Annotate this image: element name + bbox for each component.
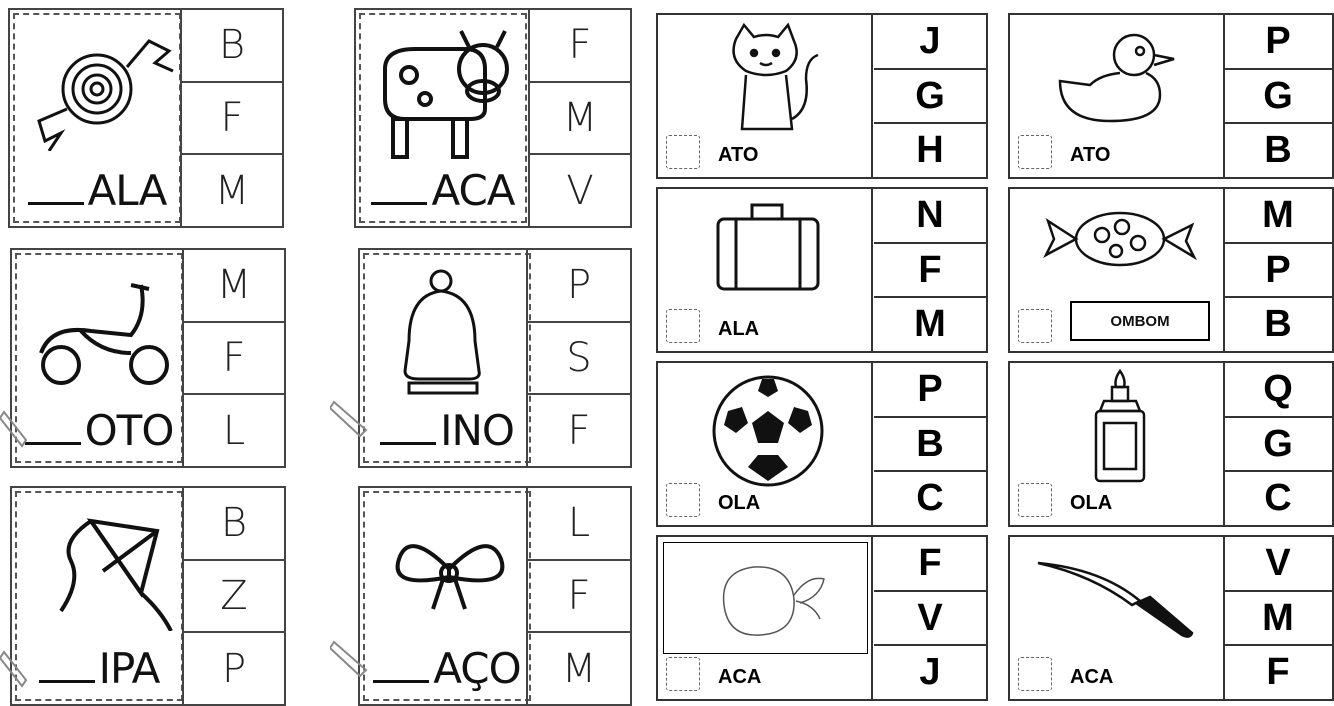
- letter-option[interactable]: Z: [184, 561, 284, 634]
- letter-option[interactable]: C: [1264, 477, 1292, 520]
- letter-column: [874, 189, 986, 351]
- answer-box[interactable]: [1018, 135, 1052, 169]
- letter-option[interactable]: V: [874, 592, 986, 647]
- letter-column: [526, 250, 630, 466]
- word-label: AÇO: [365, 644, 529, 693]
- letter-option[interactable]: G: [1224, 418, 1332, 473]
- thin-card-5: [10, 486, 286, 706]
- letter-column: [180, 10, 282, 226]
- word-label: ACA: [718, 666, 762, 688]
- letter-option[interactable]: V: [1224, 537, 1332, 592]
- letter-column: [526, 488, 630, 704]
- letter-option[interactable]: J: [919, 651, 941, 694]
- letter-option[interactable]: M: [184, 250, 284, 323]
- pencil-icon: [330, 640, 370, 680]
- picture-area: [363, 253, 531, 463]
- letter-option[interactable]: F: [1266, 651, 1290, 694]
- letter-column: [1224, 537, 1332, 699]
- bold-card-4: [1008, 187, 1334, 353]
- pencil-icon: [330, 400, 370, 440]
- letter-option[interactable]: P: [221, 645, 247, 692]
- answer-box[interactable]: [1018, 309, 1052, 343]
- letter-option[interactable]: J: [874, 15, 986, 70]
- letter-option[interactable]: H: [916, 129, 944, 172]
- letter-option[interactable]: B: [1264, 303, 1292, 346]
- letter-option[interactable]: Q: [1224, 363, 1332, 418]
- kite-icon: [21, 501, 181, 631]
- thin-card-4: [358, 248, 632, 468]
- letter-option[interactable]: F: [530, 10, 630, 83]
- thin-card-1: [8, 8, 284, 228]
- letter-column: [874, 537, 986, 699]
- picture-area: [658, 189, 873, 351]
- letter-option[interactable]: M: [914, 303, 946, 346]
- letter-column: [1224, 363, 1332, 525]
- glue-icon: [1080, 367, 1160, 487]
- candy-icon: [19, 21, 179, 151]
- suitcase-icon: [708, 199, 828, 309]
- word-label: INO: [365, 406, 529, 455]
- knife-icon: [1032, 555, 1202, 645]
- bold-card-6: [1008, 361, 1334, 527]
- picture-area: [658, 363, 873, 525]
- letter-option[interactable]: F: [567, 407, 591, 454]
- picture-area: [658, 537, 873, 699]
- picture-area: [359, 13, 527, 223]
- word-label: ATO: [1070, 144, 1111, 166]
- answer-box[interactable]: [666, 135, 700, 169]
- picture-area: [1010, 363, 1225, 525]
- letter-option[interactable]: M: [561, 645, 597, 692]
- letter-column: [1224, 189, 1332, 351]
- bow-icon: [369, 509, 529, 639]
- word-label: ACA: [361, 166, 525, 215]
- letter-column: [182, 250, 284, 466]
- duck-icon: [1050, 25, 1180, 135]
- cow-icon: [365, 19, 525, 159]
- photo-frame: [663, 542, 868, 654]
- letter-option[interactable]: G: [1224, 70, 1332, 125]
- bold-card-7: [656, 535, 988, 701]
- letter-option[interactable]: M: [1224, 592, 1332, 647]
- letter-option[interactable]: P: [528, 250, 630, 323]
- letter-option[interactable]: F: [874, 244, 986, 299]
- word-label: OLA: [718, 492, 761, 514]
- letter-column: [1224, 15, 1332, 177]
- word-label: ALA: [718, 318, 760, 340]
- pencil-icon: [0, 410, 30, 450]
- letter-option[interactable]: F: [184, 323, 284, 396]
- picture-area: [15, 491, 183, 701]
- word-label: OTO: [17, 406, 181, 455]
- answer-box[interactable]: [666, 309, 700, 343]
- word-label: ATO: [718, 144, 759, 166]
- letter-option[interactable]: V: [566, 167, 594, 214]
- letter-option[interactable]: M: [1224, 189, 1332, 244]
- letter-option[interactable]: S: [528, 323, 630, 396]
- letter-column: [874, 15, 986, 177]
- answer-box[interactable]: [1018, 483, 1052, 517]
- bell-icon: [369, 261, 529, 401]
- letter-option[interactable]: F: [182, 83, 282, 156]
- pencil-icon: [0, 650, 30, 690]
- letter-column: [874, 363, 986, 525]
- picture-area: [15, 253, 183, 463]
- soccer-ball-icon: [708, 371, 828, 491]
- letter-option[interactable]: L: [222, 407, 246, 454]
- word-label: ALA: [15, 166, 179, 215]
- bold-card-3: [656, 187, 988, 353]
- letter-option[interactable]: B: [1264, 129, 1292, 172]
- bold-card-1: [656, 13, 988, 179]
- picture-area: [1010, 15, 1225, 177]
- scooter-icon: [21, 265, 181, 395]
- letter-option[interactable]: F: [528, 561, 630, 634]
- letter-option[interactable]: F: [874, 537, 986, 592]
- thin-card-2: [354, 8, 632, 228]
- fruit-icon: [704, 555, 834, 645]
- picture-area: [1010, 189, 1225, 351]
- bold-card-5: [656, 361, 988, 527]
- letter-option[interactable]: B: [184, 488, 284, 561]
- letter-option[interactable]: P: [1224, 15, 1332, 70]
- letter-option[interactable]: M: [214, 167, 250, 214]
- cat-icon: [706, 19, 826, 139]
- picture-area: [658, 15, 873, 177]
- thin-card-3: [10, 248, 286, 468]
- letter-option[interactable]: M: [530, 83, 630, 156]
- bold-card-2: [1008, 13, 1334, 179]
- letter-option[interactable]: P: [1224, 244, 1332, 299]
- letter-option[interactable]: B: [182, 10, 282, 83]
- letter-option[interactable]: C: [916, 477, 944, 520]
- letter-column: [528, 10, 630, 226]
- letter-option[interactable]: G: [874, 70, 986, 125]
- word-label: OLA: [1070, 492, 1113, 514]
- word-label: ACA: [1070, 666, 1114, 688]
- word-label: IPA: [17, 644, 181, 693]
- letter-option[interactable]: L: [528, 488, 630, 561]
- answer-box[interactable]: [666, 483, 700, 517]
- word-label: OMBOM: [1070, 301, 1210, 341]
- bold-card-8: [1008, 535, 1334, 701]
- picture-area: [13, 13, 181, 223]
- picture-area: [1010, 537, 1225, 699]
- letter-option[interactable]: N: [874, 189, 986, 244]
- picture-area: [363, 491, 531, 701]
- letter-option[interactable]: P: [874, 363, 986, 418]
- letter-option[interactable]: B: [874, 418, 986, 473]
- answer-box[interactable]: [666, 657, 700, 691]
- letter-column: [182, 488, 284, 704]
- answer-box[interactable]: [1018, 657, 1052, 691]
- candy-icon: [1040, 199, 1200, 279]
- thin-card-6: [358, 486, 632, 706]
